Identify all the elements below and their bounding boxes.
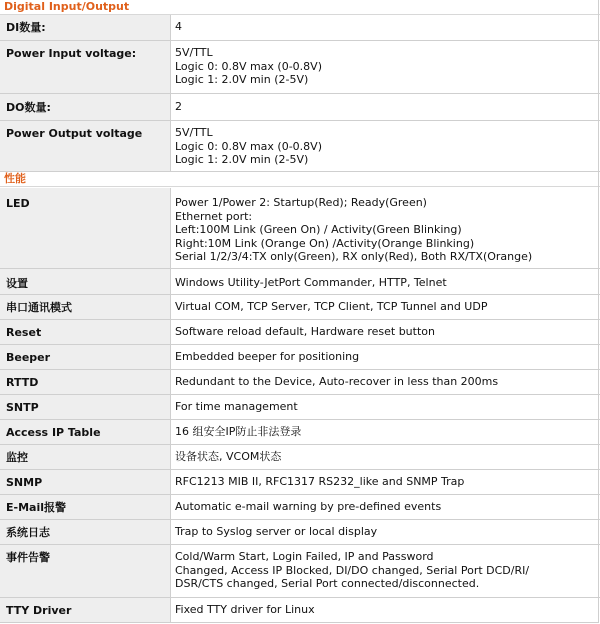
- section-header-digital-io: Digital Input/Output: [0, 0, 600, 15]
- row-label: 串口通讯模式: [6, 301, 72, 314]
- row-label: RTTD: [6, 376, 39, 389]
- row-value: 5V/TTL Logic 0: 0.8V max (0-0.8V) Logic 1: 2.0V min (2-5V): [175, 46, 322, 86]
- row-value: Embedded beeper for positioning: [175, 350, 360, 363]
- row-label: Power Output voltage: [6, 127, 143, 140]
- row-label: Beeper: [6, 351, 51, 364]
- row-value: 5V/TTL Logic 0: 0.8V max (0-0.8V) Logic 1: 2.0V min (2-5V): [175, 126, 322, 166]
- row-label: LED: [6, 197, 30, 210]
- row-value: Trap to Syslog server or local display: [175, 525, 378, 538]
- row-value: RFC1213 MIB II, RFC1317 RS232_like and SNMP Trap: [175, 475, 465, 488]
- row-value: Cold/Warm Start, Login Failed, IP and Password Changed, Access IP Blocked, DI/DO changed, Serial Port DCD/RI/ DSR/CTS changed, Serial Port connected/disconnected.: [175, 550, 530, 590]
- row-value: 2: [175, 100, 182, 113]
- row-value: Power 1/Power 2: Startup(Red); Ready(Green) Ethernet port: Left:100M Link (Green On) / Activity(Green Blinking) Right:10M Link (Orange On) /Activity(Orange Blinking) Serial 1/2/3/4:TX only(Green), RX only(Red), Both RX/TX(Orange): [175, 196, 533, 263]
- row-value: Software reload default, Hardware reset button: [175, 325, 435, 338]
- row-value: Redundant to the Device, Auto-recover in less than 200ms: [175, 375, 499, 388]
- row-label: Power Input voltage:: [6, 47, 137, 60]
- section-header-performance: 性能: [0, 172, 600, 187]
- row-label: 监控: [6, 451, 28, 464]
- row-label: 设置: [6, 277, 28, 290]
- row-label: Access IP Table: [6, 426, 101, 439]
- row-value: 16 组安全IP防止非法登录: [175, 425, 302, 438]
- row-value: 设备状态, VCOM状态: [175, 450, 282, 463]
- row-label: DO数量:: [6, 101, 51, 114]
- row-label: 系统日志: [6, 526, 50, 539]
- row-label: TTY Driver: [6, 604, 72, 617]
- row-value: 4: [175, 20, 182, 33]
- row-value: Automatic e-mail warning by pre-defined events: [175, 500, 442, 513]
- row-value: For time management: [175, 400, 298, 413]
- row-label: E-Mail报警: [6, 501, 66, 514]
- row-value: Fixed TTY driver for Linux: [175, 603, 315, 616]
- row-value: Windows Utility-JetPort Commander, HTTP, Telnet: [175, 276, 447, 289]
- row-value: Virtual COM, TCP Server, TCP Client, TCP Tunnel and UDP: [175, 300, 488, 313]
- row-label: DI数量:: [6, 21, 46, 34]
- row-label: SNTP: [6, 401, 39, 414]
- row-label: SNMP: [6, 476, 43, 489]
- row-label: Reset: [6, 326, 42, 339]
- row-label: 事件告警: [6, 551, 50, 564]
